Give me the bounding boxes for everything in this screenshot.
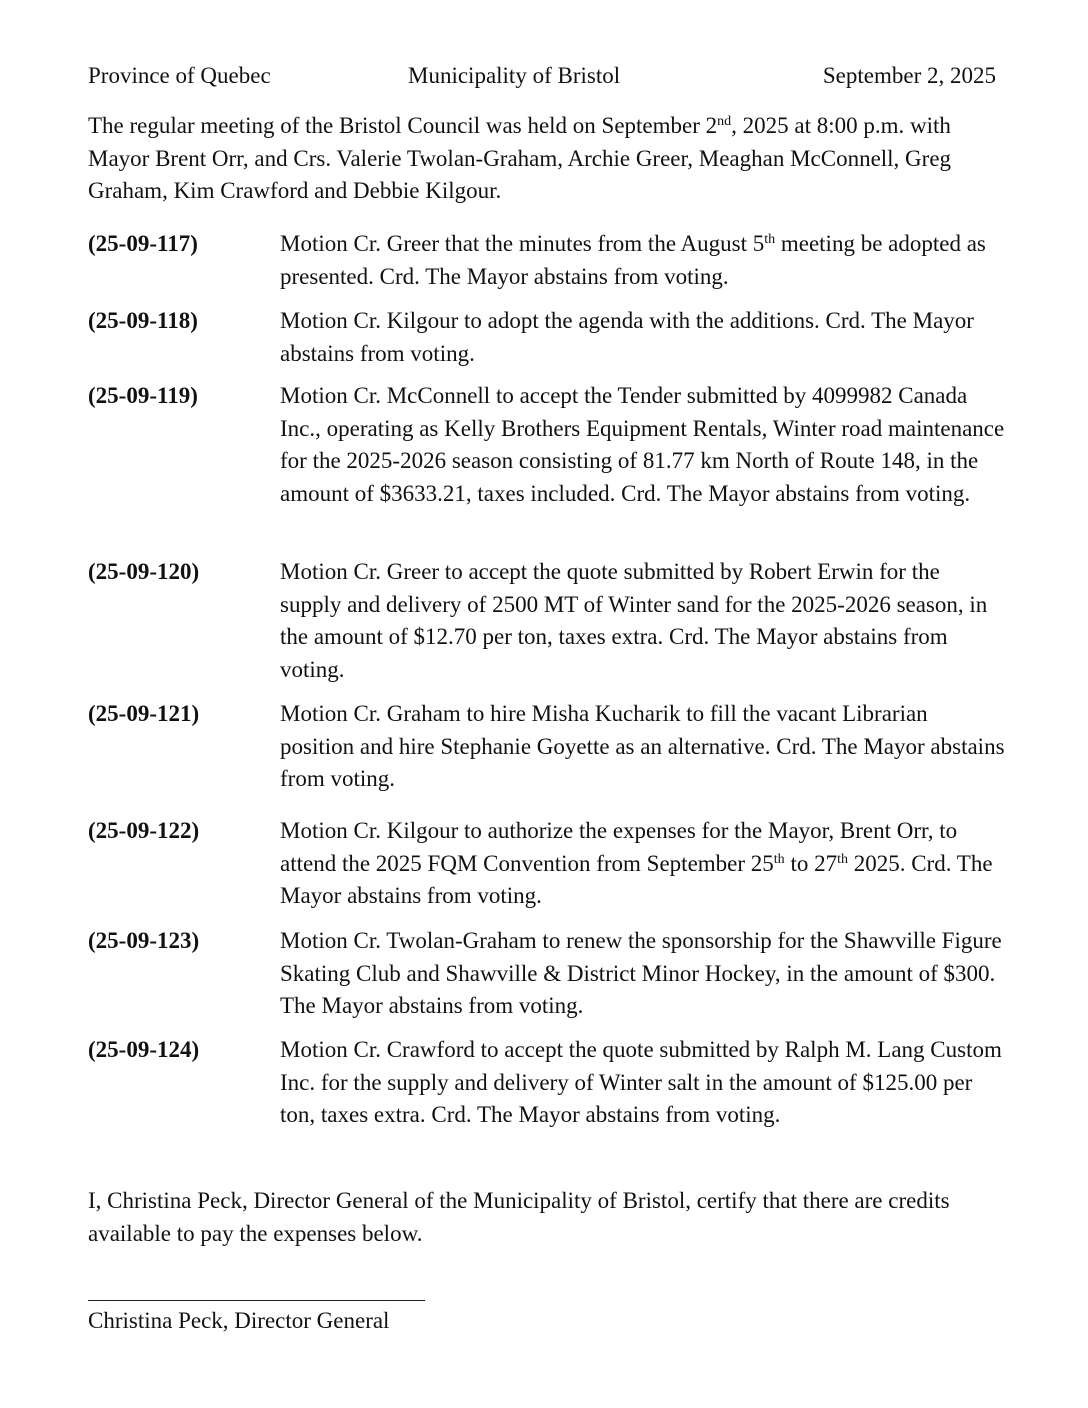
motion-text: Motion Cr. Crawford to accept the quote submitted by Ralph M. Lang Custom Inc. for the supply and delivery of Winter salt in the amount of $125.00 per ton, taxes extra. Crd. The Mayor abstains from voting. bbox=[280, 1037, 1002, 1128]
signature-line bbox=[88, 1300, 425, 1301]
motion-text-part: to 27 bbox=[784, 850, 838, 876]
document-header bbox=[88, 60, 996, 93]
motion-number: (25-09-124) bbox=[88, 1037, 200, 1062]
motion-number: (25-09-120) bbox=[88, 559, 200, 584]
motion-text: Motion Cr. Twolan-Graham to renew the sponsorship for the Shawville Figure Skating Club and Shawville & District Minor Hockey, in the amount of $300. The Mayor abstains from voting. bbox=[280, 928, 1002, 1019]
certification-paragraph: I, Christina Peck, Director General of the Municipality of Bristol, certify that there are credits available to pay the expenses below. bbox=[88, 1188, 950, 1246]
motion-text: Motion Cr. Greer to accept the quote submitted by Robert Erwin for the supply and delivery of 2500 MT of Winter sand for the 2025-2026 season, in the amount of $12.70 per ton, taxes extra. Crd. The Mayor abstains from voting. bbox=[280, 559, 988, 682]
motion-text-part: Motion Cr. Greer that the minutes from the August 5 bbox=[280, 231, 765, 256]
ordinal-suffix: th bbox=[837, 851, 848, 867]
signatory-name: Christina Peck, Director General bbox=[88, 1308, 390, 1333]
motion-number: (25-09-123) bbox=[88, 928, 200, 953]
intro-text-before: The regular meeting of the Bristol Council was held on September 2 bbox=[88, 113, 718, 138]
intro-ordinal-suffix: nd bbox=[717, 114, 732, 129]
intro-text-after: , 2025 at 8:00 p.m. with Mayor Brent Orr, and Crs. Valerie Twolan-Graham, Archie Greer, Meaghan McConnell, Greg Graham, Kim Crawford and Debbie Kilgour. bbox=[88, 113, 952, 204]
motion-number: (25-09-117) bbox=[88, 231, 198, 256]
motion-number: (25-09-121) bbox=[88, 701, 200, 726]
motion-text: Motion Cr. McConnell to accept the Tender submitted by 4099982 Canada Inc., operating as Kelly Brothers Equipment Rentals, Winter road maintenance for the 2025-2026 season consisting of 81.77 km North of Route 148, in the amount of $3633.21, taxes included. Crd. The Mayor abstains from voting. bbox=[280, 383, 1005, 506]
motion-number: (25-09-118) bbox=[88, 308, 198, 333]
intro-paragraph bbox=[88, 110, 1003, 208]
municipality-label: Municipality of Bristol bbox=[408, 63, 621, 88]
motion-number: (25-09-122) bbox=[88, 818, 200, 843]
motion-text bbox=[280, 815, 1005, 913]
motion-text: Motion Cr. Graham to hire Misha Kucharik to fill the vacant Librarian position and hire Stephanie Goyette as an alternative. Crd. The Mayor abstains from voting. bbox=[280, 701, 1005, 792]
province-label: Province of Quebec bbox=[88, 63, 271, 88]
motion-text bbox=[280, 228, 1005, 293]
ordinal-suffix: th bbox=[764, 232, 776, 247]
ordinal-suffix: th bbox=[773, 851, 785, 867]
motion-number: (25-09-119) bbox=[88, 383, 198, 408]
motion-text-part: meeting be adopted as presented. Crd. The Mayor abstains from voting. bbox=[280, 231, 986, 289]
motion-text-part: Motion Cr. Kilgour to authorize the expenses for the Mayor, Brent Orr, to attend the 2025 FQM Convention from September 25 bbox=[280, 818, 958, 876]
motion-text: Motion Cr. Kilgour to adopt the agenda with the additions. Crd. The Mayor abstains from voting. bbox=[280, 308, 974, 366]
meeting-date: September 2, 2025 bbox=[822, 63, 996, 88]
motion-text-part: 2025. Crd. The Mayor abstains from voting. bbox=[280, 850, 993, 909]
